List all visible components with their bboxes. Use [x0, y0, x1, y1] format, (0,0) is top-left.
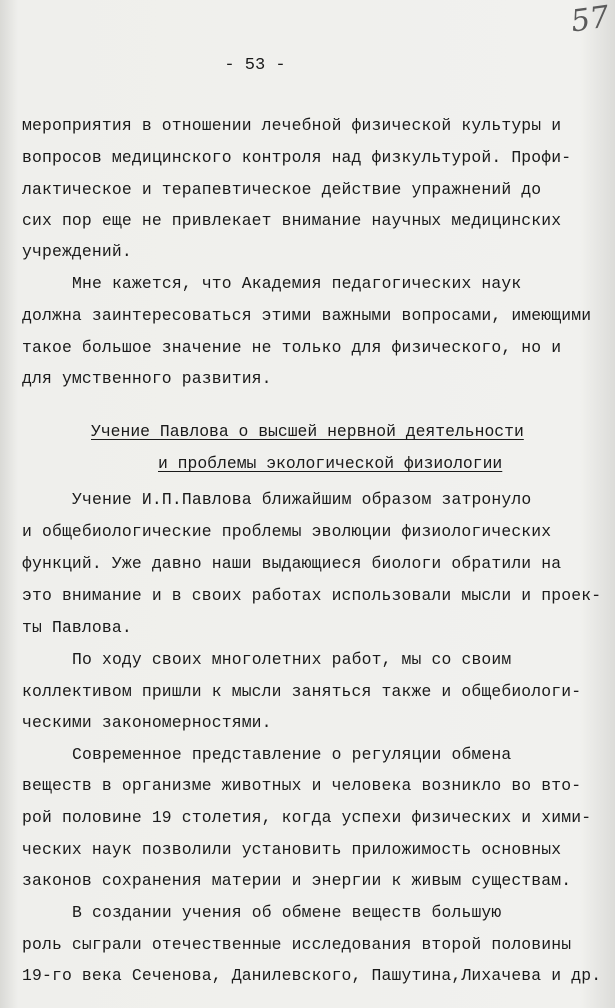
text-line: такое большое значение не только для физического, но и — [22, 338, 562, 357]
text-line: сих пор еще не привлекает внимание научных медицинских — [22, 211, 562, 230]
handwritten-page-number: 57 — [568, 0, 612, 40]
text-line: коллективом пришли к мысли заняться также и общебиологи- — [22, 682, 582, 701]
text-line: ческими закономерностями. — [22, 713, 272, 732]
text-line: и общебиологические проблемы эволюции физиологических — [22, 522, 552, 541]
text-line: По ходу своих многолетних работ, мы со своим — [72, 650, 512, 669]
text-line: Учение И.П.Павлова ближайшим образом затронуло — [72, 490, 532, 509]
text-line: лактическое и терапевтическое действие упражнений до — [22, 180, 542, 199]
section-heading-line-1: Учение Павлова о высшей нервной деятельности — [91, 422, 524, 441]
text-line: ты Павлова. — [22, 618, 132, 637]
text-line: для умственного развития. — [22, 369, 272, 388]
text-line: вопросов медицинского контроля над физкультурой. Профи- — [22, 148, 572, 167]
text-line: Современное представление о регуляции обмена — [72, 745, 512, 764]
text-line: учреждений. — [22, 242, 132, 261]
section-heading-line-2: и проблемы экологической физиологии — [158, 454, 503, 473]
text-line: законов сохранения материи и энергии к живым существам. — [22, 871, 572, 890]
text-line: роль сыграли отечественные исследования второй половины — [22, 935, 572, 954]
text-line: 19-го века Сеченова, Данилевского, Пашутина,Лихачева и др. — [22, 966, 602, 985]
text-line: функций. Уже давно наши выдающиеся биологи обратили на — [22, 554, 562, 573]
text-line: должна заинтересоваться этими важными вопросами, имеющими — [22, 306, 592, 325]
text-line: Мне кажется, что Академия педагогических наук — [72, 274, 522, 293]
text-line: ческих наук позволили установить приложимость основных — [22, 840, 562, 859]
text-line: В создании учения об обмене веществ большую — [72, 903, 502, 922]
text-line: рой половине 19 столетия, когда успехи физических и хими- — [22, 808, 592, 827]
page-number: - 53 - — [224, 56, 286, 75]
text-line: мероприятия в отношении лечебной физической культуры и — [22, 116, 562, 135]
text-line: веществ в организме животных и человека возникло во вто- — [22, 776, 582, 795]
text-line: это внимание и в своих работах использовали мысли и проек- — [22, 586, 602, 605]
